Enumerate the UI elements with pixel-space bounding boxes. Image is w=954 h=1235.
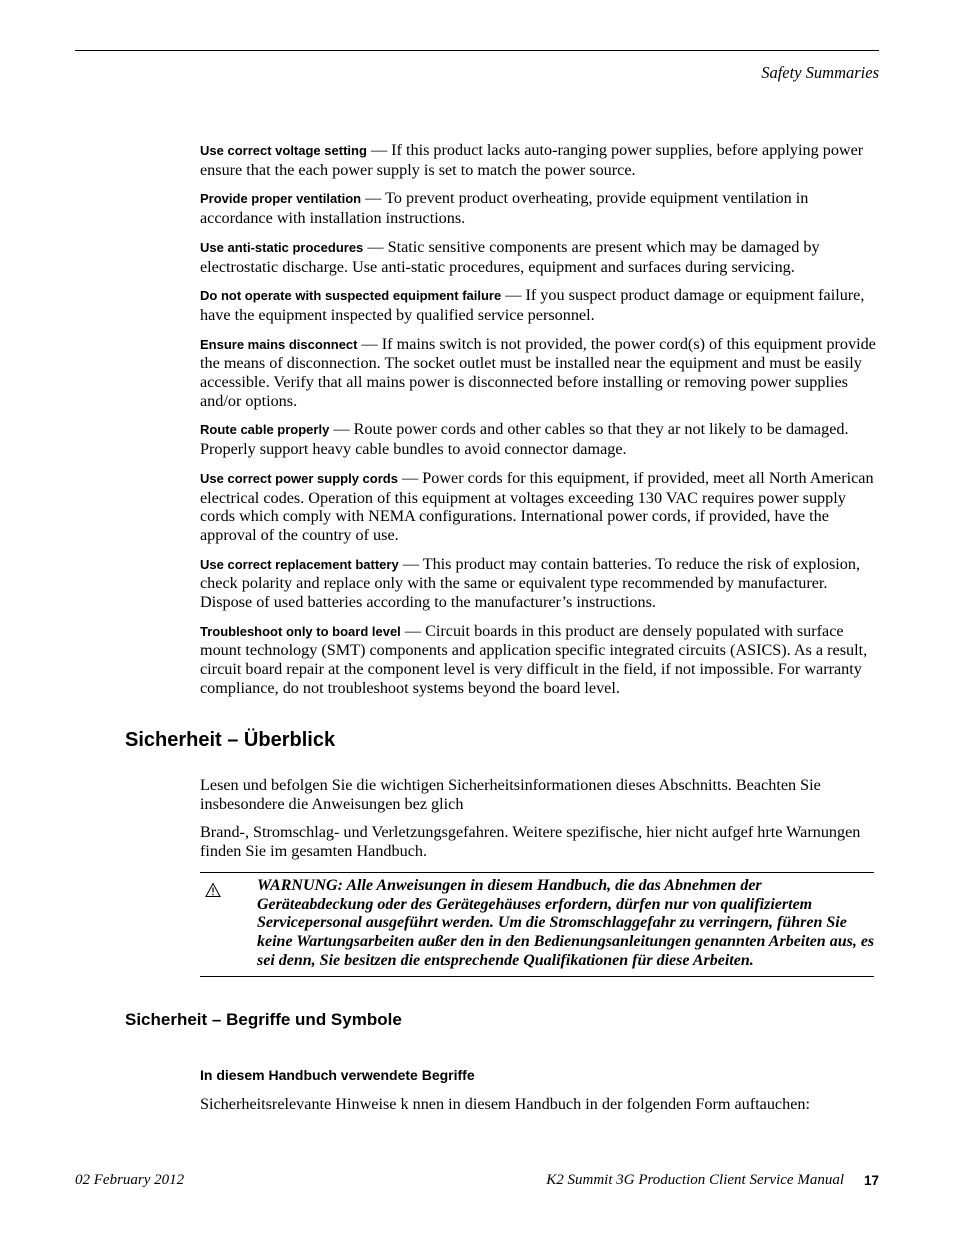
warning-text: WARNUNG: Alle Anweisungen in diesem Handbuch, die das Abnehmen der Geräteabdeckung oder des Gerätegehäuses erfordern, dürfen nur von qualifiziertem Servicepersonal ausgeführt werden. Um die Stromschlaggefahr zu verringern, führen Sie keine Wartungsarbeiten außer den in den Bedienungsanleitungen genannten Arbeiten aus, es sei denn, Sie besitzen die entsprechende Qualifikationen für diese Arbeiten. — [257, 877, 875, 969]
precaution-item — [200, 286, 876, 324]
precaution-text: — If this product lacks auto-ranging power supplies, before applying power ensure that the each power supply is set to match the power source. — [200, 141, 864, 179]
precaution-term: Do not operate with suspected equipment failure — [200, 288, 502, 304]
precaution-term: Use correct replacement battery — [200, 556, 399, 572]
precaution-text: — Route power cords and other cables so that they ar not likely to be damaged. Properly support heavy cable bundles to avoid connector damage. — [200, 420, 849, 459]
section-body — [200, 776, 876, 871]
precaution-text: — Power cords for this equipment, if provided, meet all North American electrical codes. Operation of this equipment at voltages exceeding 130 VAC requires power supply cords which comply with NEMA configurations. International power cords, if provided, have the approval of the country of use. — [200, 468, 874, 544]
precaution-text: — This product may contain batteries. To reduce the risk of explosion, check polarity and replace only with the same or equivalent type recommended by manufacturer. Dispose of used batteries according to the manufacturer’s instructions. — [200, 554, 861, 612]
precaution-item — [200, 469, 876, 545]
precaution-text: — If mains switch is not provided, the power cord(s) of this equipment provide the means of disconnection. The socket outlet must be installed near the equipment and must be easily accessible. Verify that all mains power is disconnected before installing or removing power supplies and/or options. — [200, 334, 876, 410]
precaution-text: — Circuit boards in this product are densely populated with surface mount technology (SMT) components and application specific integrated circuits (ASICS). As a result, circuit board repair at the component level is very difficult in the field, if not impossible. For warranty compliance, do not troubleshoot systems beyond the board level. — [200, 621, 868, 697]
precaution-text: — To prevent product overheating, provide equipment ventilation in accordance with installation instructions. — [200, 189, 809, 228]
precaution-item — [200, 420, 876, 458]
header-rule — [75, 50, 879, 51]
footer-manual-title: K2 Summit 3G Production Client Service Manual — [546, 1172, 844, 1188]
subsection-heading: Sicherheit – Begriffe und Symbole — [125, 1010, 402, 1029]
precaution-term: Troubleshoot only to board level — [200, 623, 401, 639]
body-paragraph: Sicherheitsrelevante Hinweise k nnen in diesem Handbuch in der folgenden Form auftauchen: — [200, 1095, 810, 1113]
precaution-term: Use correct voltage setting — [200, 143, 367, 158]
subsubsection-heading: In diesem Handbuch verwendete Begriffe — [200, 1067, 475, 1083]
body-paragraph: Lesen und befolgen Sie die wichtigen Sicherheitsinformationen dieses Abschnitts. Beachten Sie insbesondere die Anweisungen bez glich — [200, 776, 821, 813]
precaution-term: Route cable properly — [200, 422, 330, 438]
precaution-item — [200, 622, 876, 698]
precaution-term: Use anti-static procedures — [200, 239, 364, 255]
precaution-item — [200, 189, 876, 227]
page-number: 17 — [863, 1173, 879, 1188]
precaution-term: Provide proper ventilation — [200, 191, 362, 207]
precaution-item — [200, 335, 876, 411]
running-header: Safety Summaries — [761, 63, 879, 82]
precaution-text: — If you suspect product damage or equipment failure, have the equipment inspected by qualified service personnel. — [200, 286, 865, 324]
footer-date: 02 February 2012 — [75, 1172, 185, 1188]
body-paragraph: Brand-, Stromschlag- und Verletzungsgefahren. Weitere spezifische, hier nicht aufgef hrte Warnungen finden Sie im gesamten Handbuch. — [200, 823, 861, 861]
section-heading: Sicherheit – Überblick — [125, 729, 336, 751]
precaution-text: — Static sensitive components are present which may be damaged by electrostatic discharge. Use anti-static procedures, equipment and surfaces during servicing. — [200, 237, 820, 276]
precaution-item — [200, 141, 876, 179]
precaution-term: Use correct power supply cords — [200, 470, 398, 486]
precaution-item — [200, 238, 876, 276]
precaution-item — [200, 555, 876, 612]
warning-triangle-icon — [205, 882, 221, 898]
safety-precautions-list — [200, 141, 876, 708]
warning-box — [200, 872, 874, 977]
precaution-term: Ensure mains disconnect — [200, 336, 358, 352]
